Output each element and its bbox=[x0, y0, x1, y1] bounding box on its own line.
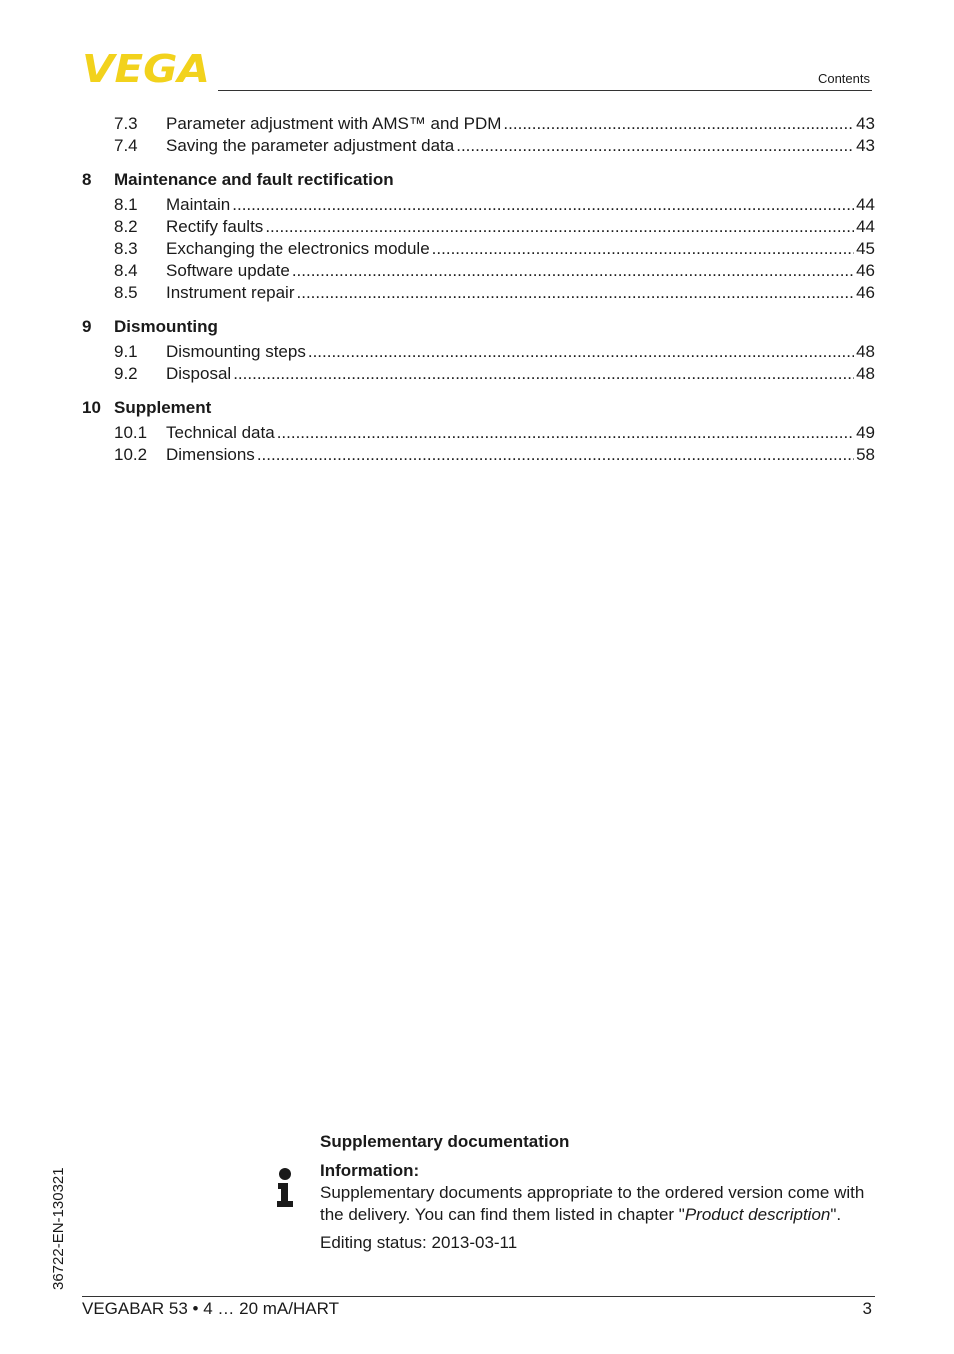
toc-entry[interactable] bbox=[82, 341, 875, 363]
toc-entry-page: 46 bbox=[856, 261, 875, 280]
toc-dot-leader bbox=[503, 113, 854, 135]
toc-entry-number: 7.4 bbox=[114, 136, 138, 155]
toc-chapter-heading[interactable] bbox=[82, 397, 875, 419]
document-code: 36722-EN-130321 bbox=[50, 1167, 67, 1290]
toc-entry-title: Disposal bbox=[166, 364, 232, 383]
toc-entry[interactable] bbox=[82, 422, 875, 444]
header-rule bbox=[218, 90, 872, 91]
toc-entry-page: 48 bbox=[856, 364, 875, 383]
toc-entry[interactable] bbox=[82, 260, 875, 282]
toc-entry[interactable] bbox=[82, 282, 875, 304]
toc-entry-title: Software update bbox=[166, 261, 290, 280]
toc-entry-number: 9.2 bbox=[114, 364, 138, 383]
information-icon bbox=[275, 1168, 295, 1208]
toc-entry-title: Exchanging the electronics module bbox=[166, 239, 430, 258]
chapter-reference: Product description bbox=[684, 1205, 831, 1224]
toc-chapter-number: 9 bbox=[82, 317, 92, 336]
toc-dot-leader bbox=[232, 194, 854, 216]
toc-entry-number: 8.2 bbox=[114, 217, 138, 236]
toc-entry-number: 8.1 bbox=[114, 195, 138, 214]
footer-product: VEGABAR 53 • 4 … 20 mA/HART bbox=[82, 1299, 339, 1318]
toc-entry-title: Instrument repair bbox=[166, 283, 295, 302]
toc-entry[interactable] bbox=[82, 238, 875, 260]
toc-chapter-title: Dismounting bbox=[114, 317, 218, 336]
toc-chapter-title: Maintenance and fault rectification bbox=[114, 170, 394, 189]
toc-entry-page: 45 bbox=[856, 239, 875, 258]
toc-entry-page: 43 bbox=[856, 136, 875, 155]
toc-entry[interactable] bbox=[82, 135, 875, 157]
toc-entry-title: Dismounting steps bbox=[166, 342, 306, 361]
toc-entry-title: Technical data bbox=[166, 423, 275, 442]
toc-dot-leader bbox=[257, 444, 854, 466]
toc-entry[interactable] bbox=[82, 113, 875, 135]
toc-entry-number: 9.1 bbox=[114, 342, 138, 361]
info-text-part: ". bbox=[830, 1205, 842, 1224]
toc-chapter-title: Supplement bbox=[114, 398, 212, 417]
toc-entry-page: 46 bbox=[856, 283, 875, 302]
toc-dot-leader bbox=[233, 363, 854, 385]
toc-entry-title: Dimensions bbox=[166, 445, 255, 464]
editing-status: Editing status: 2013-03-11 bbox=[320, 1233, 518, 1252]
toc-entry-number: 7.3 bbox=[114, 114, 138, 133]
table-of-contents bbox=[82, 113, 875, 466]
toc-entry-page: 58 bbox=[856, 445, 875, 464]
toc-entry[interactable] bbox=[82, 363, 875, 385]
info-text-part: Supplementary documents appropriate to the ordered version come with the delivery. You can find them listed in chapter " bbox=[320, 1183, 865, 1224]
toc-entry-title: Parameter adjustment with AMS™ and PDM bbox=[166, 114, 502, 133]
toc-entry-page: 48 bbox=[856, 342, 875, 361]
toc-dot-leader bbox=[432, 238, 854, 260]
toc-entry-page: 43 bbox=[856, 114, 875, 133]
toc-entry[interactable] bbox=[82, 194, 875, 216]
toc-entry[interactable] bbox=[82, 444, 875, 466]
toc-entry-number: 10.1 bbox=[114, 423, 148, 442]
toc-dot-leader bbox=[277, 422, 854, 444]
information-title: Information: bbox=[320, 1161, 420, 1180]
logo-text: VEGA bbox=[82, 52, 210, 84]
toc-entry-number: 8.3 bbox=[114, 239, 138, 258]
vega-logo bbox=[82, 52, 212, 84]
toc-chapter-heading[interactable] bbox=[82, 169, 875, 191]
toc-chapter-number: 10 bbox=[82, 398, 101, 417]
toc-entry-title: Saving the parameter adjustment data bbox=[166, 136, 455, 155]
toc-dot-leader bbox=[292, 260, 854, 282]
toc-entry-title: Rectify faults bbox=[166, 217, 264, 236]
toc-dot-leader bbox=[456, 135, 854, 157]
page-number: 3 bbox=[862, 1299, 872, 1318]
toc-chapter-heading[interactable] bbox=[82, 316, 875, 338]
supplementary-documentation bbox=[320, 1131, 876, 1254]
footer-rule bbox=[82, 1296, 875, 1297]
toc-dot-leader bbox=[308, 341, 854, 363]
information-text bbox=[320, 1182, 876, 1226]
toc-entry-page: 44 bbox=[856, 217, 875, 236]
header-section-label: Contents bbox=[817, 71, 870, 86]
toc-entry-number: 8.5 bbox=[114, 283, 138, 302]
toc-dot-leader bbox=[265, 216, 854, 238]
toc-entry[interactable] bbox=[82, 216, 875, 238]
toc-entry-page: 49 bbox=[856, 423, 875, 442]
toc-chapter-number: 8 bbox=[82, 170, 92, 189]
toc-entry-page: 44 bbox=[856, 195, 875, 214]
toc-dot-leader bbox=[297, 282, 855, 304]
toc-entry-number: 10.2 bbox=[114, 445, 148, 464]
toc-entry-title: Maintain bbox=[166, 195, 231, 214]
supplementary-heading: Supplementary documentation bbox=[320, 1132, 570, 1151]
toc-entry-number: 8.4 bbox=[114, 261, 138, 280]
